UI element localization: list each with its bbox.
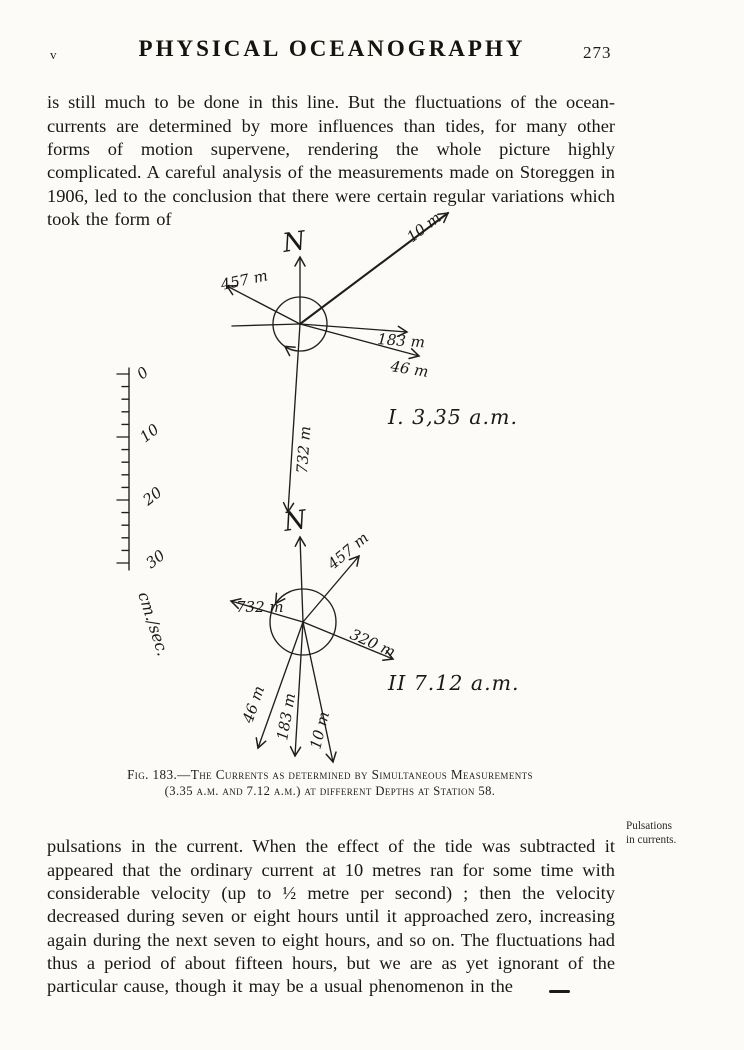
depth-label: 320 m bbox=[347, 625, 399, 662]
depth-label: 10 m bbox=[403, 208, 445, 247]
rotation-arrow bbox=[276, 591, 291, 603]
paragraph-top: is still much to be done in this line. But the fluctuations of the ocean-currents are determined by more influences than tides, for many other forms of motion supervene, rendering the whole picture highly complicated. A careful analysis of the measurements made on Storeggen in 1906, led to the conclusion that there were certain regular variations which took the form of bbox=[47, 92, 615, 229]
rotation-circle bbox=[270, 589, 336, 655]
running-head-title: PHYSICAL OCEANOGRAPHY bbox=[138, 36, 526, 61]
north-label: N bbox=[280, 226, 308, 259]
depth-label: 46 m bbox=[238, 683, 269, 726]
depth-label: 183 m bbox=[376, 330, 426, 352]
depth-label: 10 m bbox=[306, 709, 334, 751]
current-vector-732m bbox=[288, 324, 300, 512]
figure-caption-line2: (3.35 a.m. and 7.12 a.m.) at different Depths at Station 58. bbox=[164, 784, 496, 798]
scale-tick-label: 0 bbox=[133, 363, 152, 384]
north-arrow bbox=[300, 537, 303, 622]
stray-ink-dash bbox=[549, 990, 570, 993]
current-vector-457m bbox=[303, 556, 359, 622]
depth-label: 732 m bbox=[236, 598, 284, 616]
current-diagram-I bbox=[218, 209, 518, 512]
signature-mark: v bbox=[50, 47, 57, 62]
current-vector-183m bbox=[295, 622, 303, 756]
axis-line bbox=[232, 324, 300, 326]
figure-caption-line1: Fig. 183.—The Currents as determined by Simultaneous Measurements bbox=[127, 767, 533, 782]
current-vector-183m bbox=[300, 324, 407, 332]
current-vector-732m bbox=[231, 601, 303, 622]
scale-tick-label: 20 bbox=[139, 483, 166, 510]
current-diagram-II bbox=[231, 505, 520, 762]
depth-label: 183 m bbox=[273, 691, 300, 742]
margin-note bbox=[626, 820, 718, 847]
velocity-scale-bar bbox=[117, 363, 173, 659]
figure-caption bbox=[75, 767, 585, 799]
time-label: II 7.12 a.m. bbox=[388, 671, 520, 695]
page-number: 273 bbox=[583, 43, 612, 62]
current-vector-457m bbox=[227, 286, 300, 324]
paragraph-bottom: pulsations in the current. When the effect of the tide was subtracted it appeared that the ordinary current at 10 metres ran for some time with considerable velocity (up to ½ metre per second) ; then the velocity decreased during seven or eight hours until it approached zero, increasing again during the next seven to eight hours, and so on. The fluctuations had thus a period of about fifteen hours, but we are as yet ignorant of the particular cause, though it may be a usual phenomenon in the bbox=[47, 836, 615, 997]
margin-note-line2: in currents. bbox=[626, 833, 677, 846]
margin-note-line1: Pulsations bbox=[626, 820, 673, 832]
depth-label: 732 m bbox=[293, 425, 315, 475]
depth-label: 457 m bbox=[219, 266, 270, 294]
rotation-circle bbox=[273, 297, 327, 351]
rotation-arrow bbox=[285, 346, 296, 350]
time-label: I. 3,35 a.m. bbox=[388, 405, 518, 429]
north-label: N bbox=[281, 505, 309, 538]
scale-unit-label: cm./sec. bbox=[134, 589, 173, 659]
current-vector-10m bbox=[303, 622, 333, 762]
current-vector-320m bbox=[303, 622, 393, 659]
scale-tick-label: 30 bbox=[142, 546, 169, 573]
depth-label: 457 m bbox=[324, 528, 373, 574]
depth-label: 46 m bbox=[389, 357, 430, 381]
scale-tick-label: 10 bbox=[136, 420, 163, 447]
current-vector-46m bbox=[258, 622, 303, 748]
current-vector-46m bbox=[300, 324, 419, 356]
